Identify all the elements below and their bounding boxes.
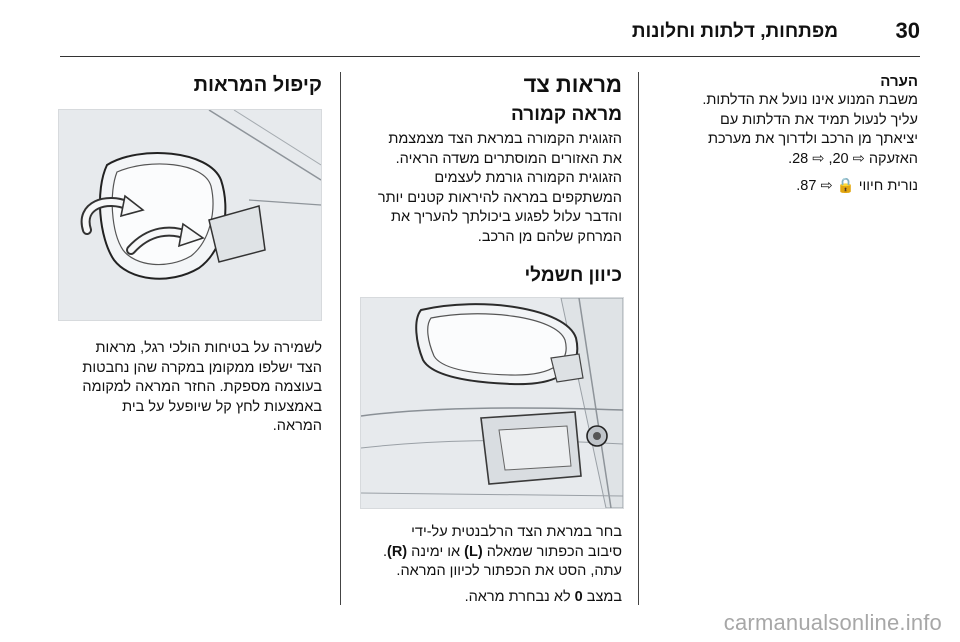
folding-text-line: הצד ישלפו ממקומן במקרה שהן נחבטות	[82, 359, 322, 376]
convex-text-line: המשתקפים במראה להיראות קטנים יותר	[377, 189, 622, 206]
section-title: מפתחות, דלתות וחלונות	[631, 21, 838, 42]
folding-text-line: לשמירה על בטיחות הולכי רגל, מראות	[95, 340, 322, 356]
column-divider	[340, 72, 341, 605]
folding-text-line: בעוצמה מספקת. החזר המראה למקומה	[82, 379, 322, 395]
folding-text-line: באמצעות לחץ קל שיופעל על בית	[122, 398, 322, 415]
mirror-fold-illustration	[58, 109, 322, 321]
convex-text-line: הזגוגית הקמורה גורמת לעצמים	[434, 170, 622, 186]
convex-text-line: הזגוגית הקמורה במראת הצד מצמצמת	[388, 131, 622, 147]
side-mirrors-column	[360, 72, 622, 607]
note-heading: הערה	[880, 73, 918, 90]
mirror-switch-drawing	[361, 298, 623, 508]
folding-text-line: המראה.	[272, 418, 322, 434]
note-line: יציאתך מן הרכב ולדרוך את מערכת	[707, 131, 918, 147]
text-fragment: סיבוב הכפתור שמאלה	[482, 543, 622, 560]
mirror-fold-drawing	[59, 110, 321, 320]
indicator-reference: נורית חיווי 🔒 ⇨ 87.	[796, 178, 918, 194]
text-fragment: במצב	[582, 588, 622, 605]
text-fragment: לא נבחרת מראה.	[464, 588, 575, 605]
convex-text-line: והדבר עלול לפגוע ביכולתך להעריך את	[390, 209, 622, 225]
right-marker: (R)	[386, 543, 408, 560]
page-header	[60, 12, 920, 57]
convex-mirror-subheading: מראה קמורה	[511, 104, 622, 125]
adjust-text-line: עתה, הסט את הכפתור לכיוון המראה.	[396, 563, 622, 579]
folding-mirrors-column	[60, 74, 322, 437]
text-fragment: או ימינה	[407, 543, 465, 560]
adjust-text-line	[360, 543, 622, 563]
column-divider	[638, 72, 639, 605]
adjust-text-line: בחר במראת הצד הרלבנטית על-ידי	[411, 524, 622, 540]
text-fragment: .	[382, 543, 387, 560]
convex-text-line: את האזורים המוסתרים משדה הראיה.	[395, 150, 622, 167]
convex-text-line: המרחק שלהם מן הרכב.	[477, 228, 622, 245]
page-number: 30	[895, 18, 920, 43]
left-marker: (L)	[464, 543, 483, 560]
adjust-text-line	[360, 588, 622, 608]
note-line: משבת המנוע אינו נועל את הדלתות.	[702, 92, 918, 108]
side-mirrors-heading: מראות צד	[523, 72, 622, 97]
note-line: האזעקה ⇨ 20, ⇨ 28.	[788, 150, 918, 167]
mirror-switch-illustration	[360, 297, 624, 509]
watermark: carmanualsonline.info	[723, 610, 942, 635]
note-line: עליך לנעול תמיד את הדלתות עם	[719, 111, 918, 128]
zero-marker: 0	[574, 588, 583, 605]
note-column	[648, 72, 918, 197]
electric-adjust-subheading: כיוון חשמלי	[524, 265, 622, 286]
folding-mirrors-heading: קיפול המראות	[193, 74, 322, 96]
